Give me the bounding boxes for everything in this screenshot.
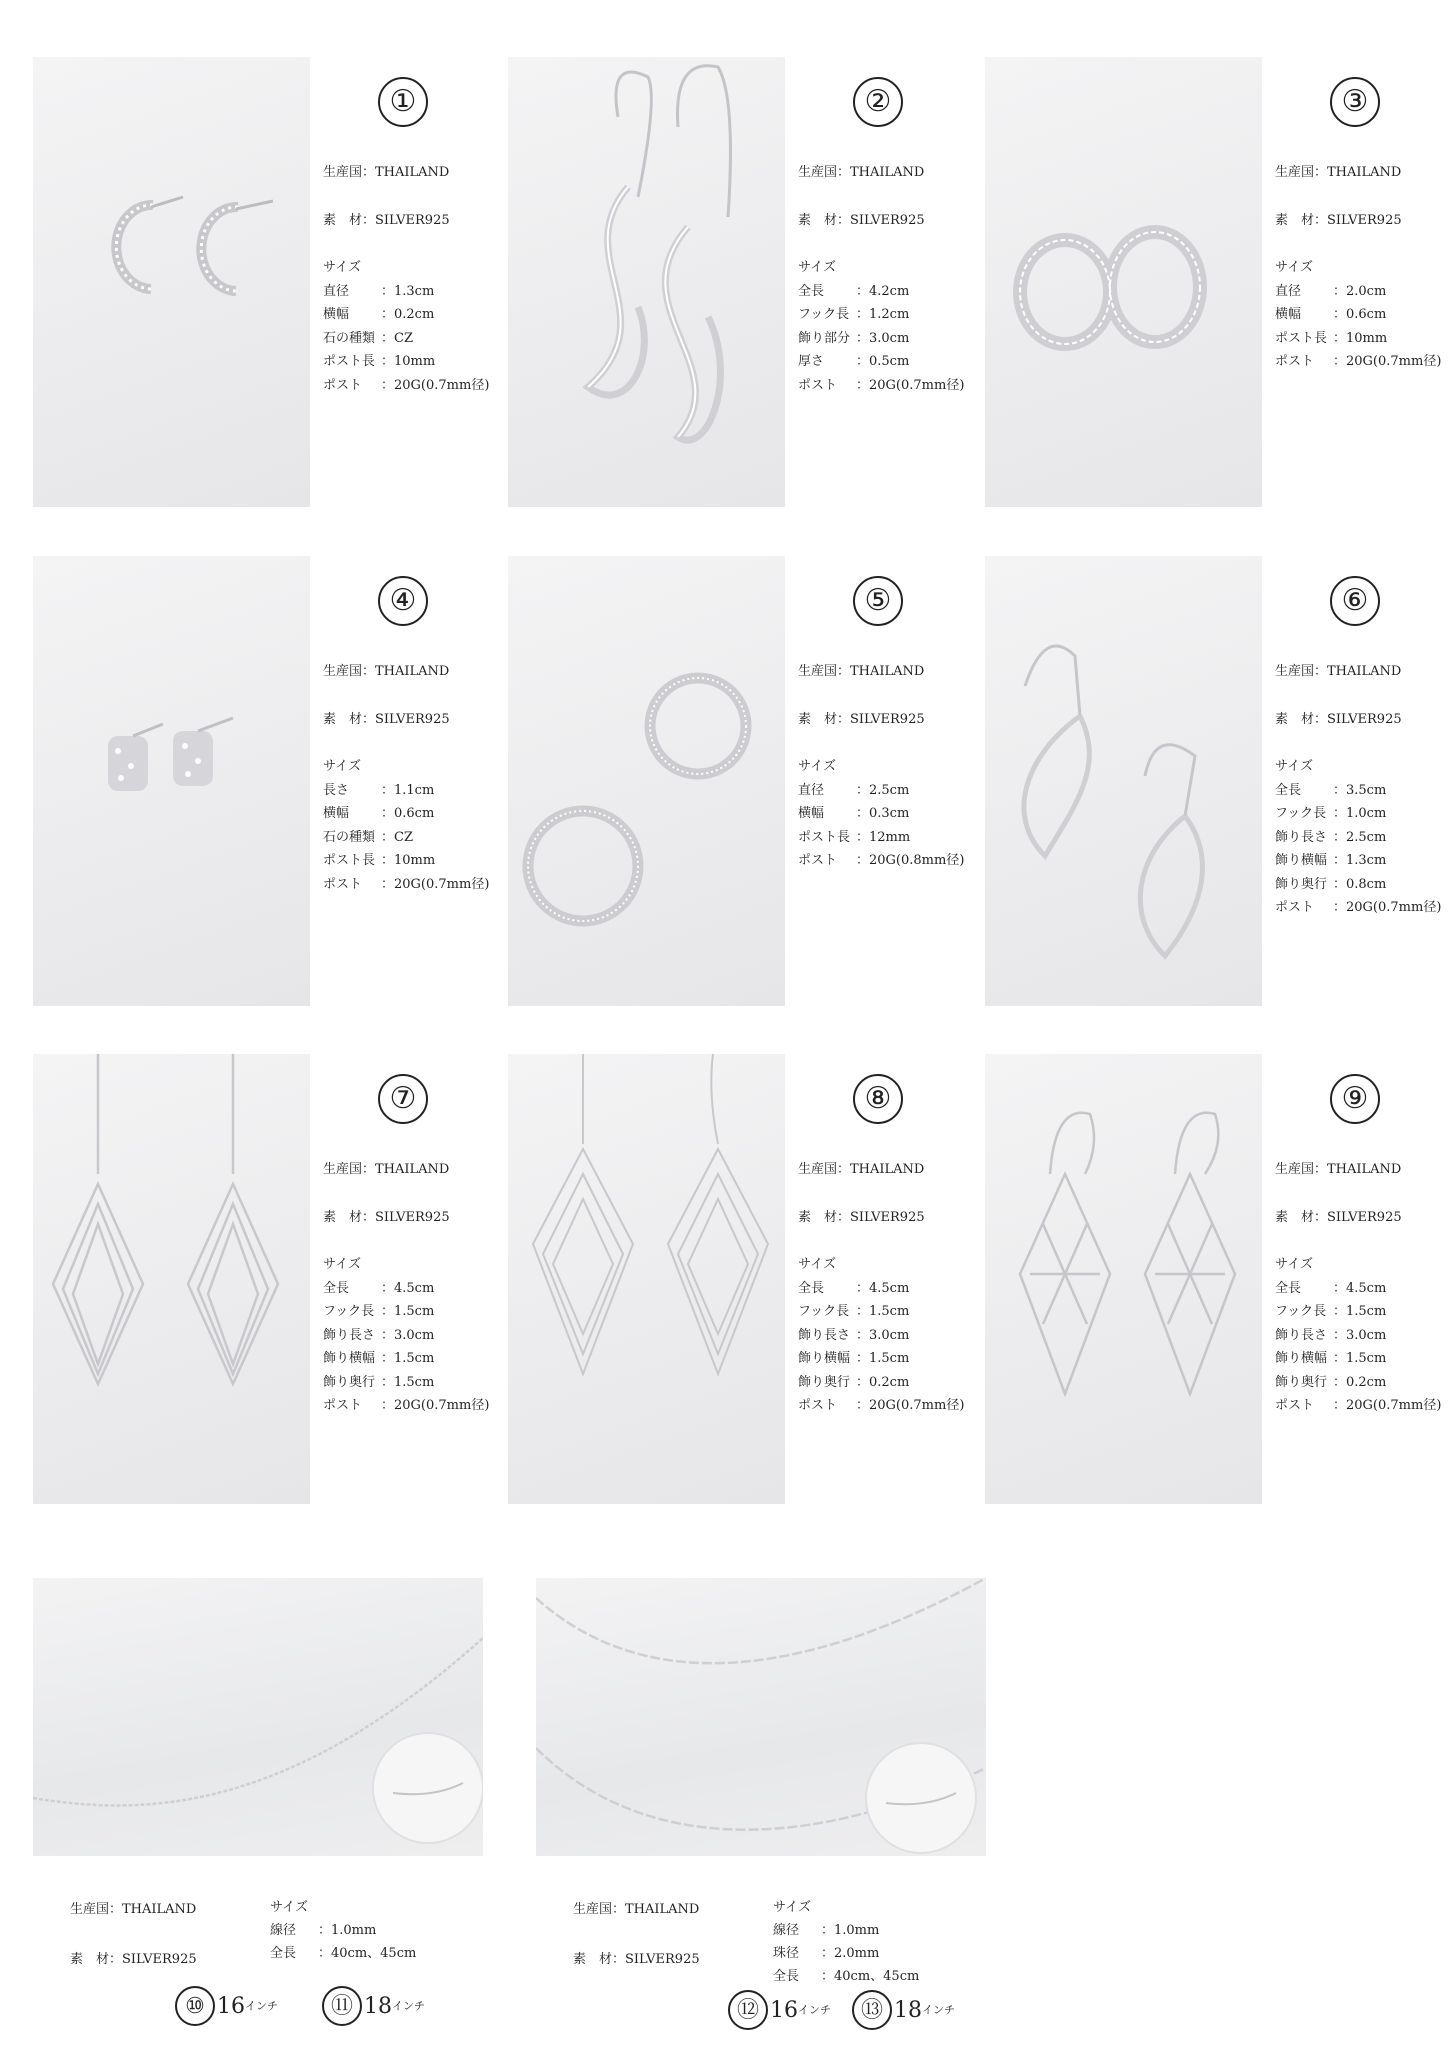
necklace-variant bbox=[175, 1986, 278, 2026]
variant-length: 16 bbox=[770, 1997, 798, 2023]
spec-row bbox=[798, 802, 964, 826]
spec-row bbox=[270, 1942, 416, 1965]
spec-value: ：40cm、45cm bbox=[318, 1946, 417, 1961]
spec-label: 飾り奥行 bbox=[1275, 876, 1328, 892]
material-text: 素 材：SILVER925 bbox=[323, 212, 450, 228]
spec-row bbox=[323, 374, 489, 398]
spec-label: 直径 bbox=[1275, 283, 1302, 299]
spec-row bbox=[323, 350, 489, 374]
product-photo-1 bbox=[33, 57, 310, 507]
size-heading: サイズ bbox=[798, 759, 836, 774]
size-heading: サイズ bbox=[323, 759, 361, 774]
size-heading: サイズ bbox=[323, 260, 361, 275]
spec-row bbox=[1275, 849, 1441, 873]
variant-number: ⑫ bbox=[728, 1990, 768, 2030]
variant-length: 18 bbox=[894, 1997, 922, 2023]
spec-label: ポスト長 bbox=[1275, 330, 1328, 346]
origin-text: 生産国：THAILAND bbox=[323, 165, 450, 180]
spec-value: ：0.2cm bbox=[1333, 1374, 1387, 1390]
size-heading: サイズ bbox=[773, 1900, 811, 1915]
spec-label: ポスト bbox=[323, 1398, 363, 1413]
spec-label: 全長 bbox=[1275, 782, 1302, 798]
variant-unit: インチ bbox=[245, 1999, 278, 2013]
product-photo-6 bbox=[985, 556, 1262, 1006]
variant-unit: インチ bbox=[922, 2003, 955, 2017]
spec-label: 石の種類 bbox=[323, 330, 376, 346]
necklace-specs bbox=[270, 1896, 416, 1965]
origin-text: 生産国：THAILAND bbox=[798, 165, 925, 180]
necklace-origin: 生産国：THAILAND bbox=[573, 1902, 700, 1917]
material-text: 素 材：SILVER925 bbox=[1275, 711, 1402, 727]
spec-label: 線径 bbox=[270, 1923, 297, 1938]
variant-unit: インチ bbox=[392, 1999, 425, 2013]
spec-value: ：3.0cm bbox=[1333, 1327, 1387, 1343]
mesh-hoop-earrings-image bbox=[985, 57, 1262, 507]
necklace-variant bbox=[322, 1986, 425, 2026]
spec-row bbox=[1275, 896, 1441, 920]
material-text: 素 材：SILVER925 bbox=[798, 212, 925, 228]
product-number: ② bbox=[853, 77, 903, 127]
material-text: 素 材：SILVER925 bbox=[798, 1209, 925, 1225]
spec-row bbox=[323, 873, 489, 897]
necklace-material: 素 材：SILVER925 bbox=[70, 1952, 197, 1967]
necklace-origin: 生産国：THAILAND bbox=[70, 1902, 197, 1917]
variant-number: ⑩ bbox=[175, 1986, 215, 2026]
product-info bbox=[323, 660, 489, 896]
spec-value: ：1.1cm bbox=[381, 782, 435, 798]
spec-value: ：20G(0.7mm径) bbox=[381, 377, 490, 393]
product-number: ④ bbox=[378, 576, 428, 626]
spec-label: 飾り横幅 bbox=[1275, 1351, 1328, 1366]
origin-text: 生産国：THAILAND bbox=[323, 664, 450, 679]
spec-label: ポスト bbox=[798, 1398, 838, 1413]
spec-row bbox=[323, 849, 489, 873]
layered-diamond-earrings-image bbox=[33, 1054, 310, 1504]
chain-necklace-image bbox=[33, 1578, 483, 1856]
material-text: 素 材：SILVER925 bbox=[1275, 1209, 1402, 1225]
spec-label: 全長 bbox=[270, 1946, 297, 1961]
spec-row bbox=[323, 802, 489, 826]
spec-value: ：3.0cm bbox=[856, 330, 910, 346]
spec-row bbox=[1275, 1394, 1441, 1418]
origin-text: 生産国：THAILAND bbox=[1275, 165, 1402, 180]
product-card-8 bbox=[508, 1054, 968, 1504]
spec-label: 横幅 bbox=[323, 307, 350, 322]
spec-value: ：2.0mm bbox=[821, 1946, 880, 1961]
size-heading: サイズ bbox=[1275, 260, 1313, 275]
spec-value: ：CZ bbox=[381, 330, 413, 346]
spec-value: ：CZ bbox=[381, 829, 413, 845]
spec-label: ポスト bbox=[323, 876, 363, 892]
spec-value: ：0.2cm bbox=[381, 307, 435, 322]
spec-value: ：0.5cm bbox=[856, 354, 910, 369]
spec-label: 飾り長さ bbox=[323, 1327, 376, 1343]
spec-label: 飾り横幅 bbox=[323, 1351, 376, 1366]
origin-text: 生産国：THAILAND bbox=[1275, 664, 1402, 679]
size-heading: サイズ bbox=[270, 1900, 308, 1915]
spec-row bbox=[798, 826, 964, 850]
spec-value: ：20G(0.7mm径) bbox=[381, 876, 490, 892]
product-number: ① bbox=[378, 77, 428, 127]
variant-unit: インチ bbox=[798, 2003, 831, 2017]
spec-value: ：0.6cm bbox=[1333, 307, 1387, 322]
twist-drop-earrings-image bbox=[508, 57, 785, 507]
necklace-variant bbox=[852, 1990, 955, 2030]
spec-label: ポスト bbox=[1275, 900, 1315, 915]
spec-row bbox=[1275, 802, 1441, 826]
product-number: ⑦ bbox=[378, 1074, 428, 1124]
spec-value: ：1.3cm bbox=[1333, 853, 1387, 868]
spec-label: ポスト長 bbox=[323, 354, 376, 369]
material-text: 素 材：SILVER925 bbox=[323, 711, 450, 727]
spec-value: ：1.2cm bbox=[856, 307, 910, 322]
spec-value: ：4.2cm bbox=[856, 283, 910, 299]
product-photo-4 bbox=[33, 556, 310, 1006]
spec-row bbox=[323, 826, 489, 850]
spec-label: 全長 bbox=[1275, 1280, 1302, 1296]
material-text: 素 材：SILVER925 bbox=[1275, 212, 1402, 228]
spec-label: 横幅 bbox=[1275, 307, 1302, 322]
product-card-9 bbox=[985, 1054, 1445, 1504]
size-heading: サイズ bbox=[1275, 759, 1313, 774]
spec-row bbox=[1275, 826, 1441, 850]
spec-row bbox=[798, 1324, 964, 1348]
spec-value: ：1.5cm bbox=[856, 1304, 910, 1319]
spec-row bbox=[798, 374, 964, 398]
product-photo-8 bbox=[508, 1054, 785, 1504]
spec-row bbox=[798, 1277, 964, 1301]
spec-value: ：1.5cm bbox=[381, 1374, 435, 1390]
spec-value: ：20G(0.7mm径) bbox=[1333, 900, 1442, 915]
spec-row bbox=[798, 1300, 964, 1324]
twisted-leaf-earrings-image bbox=[985, 556, 1262, 1006]
spec-label: 飾り奥行 bbox=[1275, 1374, 1328, 1390]
size-heading: サイズ bbox=[798, 260, 836, 275]
origin-text: 生産国：THAILAND bbox=[1275, 1162, 1402, 1177]
spec-value: ：2.5cm bbox=[856, 782, 910, 798]
origin-text: 生産国：THAILAND bbox=[798, 1162, 925, 1177]
spec-row bbox=[1275, 303, 1441, 327]
spec-value: ：10mm bbox=[1333, 330, 1388, 346]
variant-number: ⑬ bbox=[852, 1990, 892, 2030]
necklace-specs bbox=[773, 1896, 919, 1988]
spec-row bbox=[323, 1394, 489, 1418]
product-card-5 bbox=[508, 556, 968, 1006]
product-number: ⑧ bbox=[853, 1074, 903, 1124]
spec-value: ：20G(0.7mm径) bbox=[856, 377, 965, 393]
spec-value: ：20G(0.7mm径) bbox=[1333, 1398, 1442, 1413]
product-photo-5 bbox=[508, 556, 785, 1006]
spec-row bbox=[798, 327, 964, 351]
spec-row bbox=[773, 1942, 919, 1965]
spec-label: 横幅 bbox=[323, 806, 350, 821]
spec-value: ：40cm、45cm bbox=[821, 1969, 920, 1984]
spec-label: フック長 bbox=[798, 1304, 850, 1319]
spec-value: ：4.5cm bbox=[1333, 1280, 1387, 1296]
size-heading: サイズ bbox=[798, 1257, 836, 1272]
spec-value: ：0.6cm bbox=[381, 806, 435, 821]
spec-row bbox=[1275, 1300, 1441, 1324]
spec-value: ：1.0mm bbox=[821, 1923, 880, 1938]
product-info bbox=[1275, 660, 1441, 920]
spec-row bbox=[323, 327, 489, 351]
textured-hoop-earrings-image bbox=[508, 556, 785, 1006]
spec-value: ：2.5cm bbox=[1333, 829, 1387, 845]
product-info bbox=[1275, 161, 1441, 374]
size-heading: サイズ bbox=[323, 1257, 361, 1272]
spec-label: 石の種類 bbox=[323, 829, 376, 845]
spec-row bbox=[1275, 1324, 1441, 1348]
spec-label: ポスト長 bbox=[798, 829, 851, 845]
spec-row bbox=[798, 779, 964, 803]
product-number: ⑨ bbox=[1330, 1074, 1380, 1124]
spec-row bbox=[323, 779, 489, 803]
spec-label: フック長 bbox=[798, 307, 850, 322]
spec-value: ：1.5cm bbox=[1333, 1351, 1387, 1366]
spec-value: ：20G(0.8mm径) bbox=[856, 853, 965, 868]
spec-label: 厚さ bbox=[798, 354, 825, 369]
spec-value: ：4.5cm bbox=[381, 1280, 435, 1296]
product-number: ③ bbox=[1330, 77, 1380, 127]
spec-label: フック長 bbox=[1275, 806, 1327, 821]
spec-value: ：0.2cm bbox=[856, 1374, 910, 1390]
spec-label: ポスト bbox=[798, 853, 838, 868]
product-info bbox=[798, 161, 964, 397]
spec-label: 全長 bbox=[798, 1280, 825, 1296]
product-info bbox=[323, 1158, 489, 1418]
spec-row bbox=[1275, 779, 1441, 803]
necklace-material: 素 材：SILVER925 bbox=[573, 1952, 700, 1967]
spec-label: 飾り横幅 bbox=[798, 1351, 851, 1366]
size-heading: サイズ bbox=[1275, 1257, 1313, 1272]
spec-value: ：20G(0.7mm径) bbox=[856, 1398, 965, 1413]
spec-value: ：10mm bbox=[381, 354, 436, 369]
material-text: 素 材：SILVER925 bbox=[798, 711, 925, 727]
origin-text: 生産国：THAILAND bbox=[798, 664, 925, 679]
spec-value: ：1.0cm bbox=[1333, 806, 1387, 821]
spec-label: 飾り横幅 bbox=[1275, 853, 1328, 868]
lattice-diamond-earrings-image bbox=[985, 1054, 1262, 1504]
spec-row bbox=[773, 1965, 919, 1988]
product-info bbox=[798, 1158, 964, 1418]
spec-label: 横幅 bbox=[798, 806, 825, 821]
spec-row bbox=[323, 1300, 489, 1324]
spec-label: 線径 bbox=[773, 1923, 800, 1938]
product-info bbox=[323, 161, 489, 397]
spec-row bbox=[323, 280, 489, 304]
spec-value: ：1.5cm bbox=[856, 1351, 910, 1366]
spec-label: ポスト bbox=[1275, 354, 1315, 369]
spec-label: フック長 bbox=[1275, 1304, 1327, 1319]
spec-row bbox=[1275, 350, 1441, 374]
spec-label: 飾り奥行 bbox=[798, 1374, 851, 1390]
product-number: ⑤ bbox=[853, 576, 903, 626]
spec-value: ：1.5cm bbox=[1333, 1304, 1387, 1319]
spec-row bbox=[798, 1394, 964, 1418]
spec-label: ポスト bbox=[1275, 1398, 1315, 1413]
spec-value: ：12mm bbox=[856, 829, 911, 845]
product-card-7 bbox=[33, 1054, 493, 1504]
spec-label: ポスト長 bbox=[323, 853, 376, 868]
spec-label: 全長 bbox=[798, 283, 825, 299]
product-info bbox=[798, 660, 964, 873]
spec-row bbox=[1275, 1347, 1441, 1371]
spec-label: 飾り長さ bbox=[798, 1327, 851, 1343]
spec-row bbox=[323, 1277, 489, 1301]
spec-value: ：1.3cm bbox=[381, 283, 435, 299]
spec-label: 直径 bbox=[798, 782, 825, 798]
spec-value: ：1.5cm bbox=[381, 1351, 435, 1366]
spec-row bbox=[323, 1347, 489, 1371]
spec-row bbox=[798, 303, 964, 327]
material-text: 素 材：SILVER925 bbox=[323, 1209, 450, 1225]
spec-label: 全長 bbox=[323, 1280, 350, 1296]
spec-value: ：10mm bbox=[381, 853, 436, 868]
origin-text: 生産国：THAILAND bbox=[323, 1162, 450, 1177]
spec-label: ポスト bbox=[798, 377, 838, 393]
spec-row bbox=[1275, 327, 1441, 351]
product-card-6 bbox=[985, 556, 1445, 1006]
product-card-3 bbox=[985, 57, 1445, 507]
spec-row bbox=[1275, 1277, 1441, 1301]
spec-row bbox=[1275, 1371, 1441, 1395]
spec-row bbox=[798, 280, 964, 304]
spec-label: 珠径 bbox=[773, 1946, 800, 1961]
variant-length: 16 bbox=[217, 1993, 245, 2019]
spec-row bbox=[1275, 280, 1441, 304]
spec-label: 飾り長さ bbox=[1275, 829, 1328, 845]
spec-label: 全長 bbox=[773, 1969, 800, 1984]
spec-value: ：3.0cm bbox=[856, 1327, 910, 1343]
product-card-2 bbox=[508, 57, 968, 507]
variant-length: 18 bbox=[364, 1993, 392, 2019]
spec-value: ：20G(0.7mm径) bbox=[1333, 354, 1442, 369]
spec-value: ：0.3cm bbox=[856, 806, 910, 821]
spec-value: ：0.8cm bbox=[1333, 876, 1387, 892]
spec-row bbox=[798, 849, 964, 873]
cz-half-hoop-earrings-image bbox=[33, 556, 310, 1006]
spec-row bbox=[798, 1347, 964, 1371]
spec-label: 長さ bbox=[323, 782, 350, 798]
product-photo-2 bbox=[508, 57, 785, 507]
spec-value: ：1.0mm bbox=[318, 1923, 377, 1938]
spec-label: 飾り奥行 bbox=[323, 1374, 376, 1390]
spec-row bbox=[1275, 873, 1441, 897]
product-photo-7 bbox=[33, 1054, 310, 1504]
spec-value: ：3.0cm bbox=[381, 1327, 435, 1343]
spec-row bbox=[798, 1371, 964, 1395]
product-photo-9 bbox=[985, 1054, 1262, 1504]
spec-value: ：4.5cm bbox=[856, 1280, 910, 1296]
product-info bbox=[1275, 1158, 1441, 1418]
diamond-frame-earrings-image bbox=[508, 1054, 785, 1504]
product-card-4 bbox=[33, 556, 493, 1006]
spec-label: 直径 bbox=[323, 283, 350, 299]
necklace-photo-2 bbox=[536, 1578, 986, 1856]
spec-row bbox=[323, 303, 489, 327]
spec-label: フック長 bbox=[323, 1304, 375, 1319]
spec-row bbox=[270, 1919, 416, 1942]
necklace-photo-1 bbox=[33, 1578, 483, 1856]
product-card-1 bbox=[33, 57, 493, 507]
spec-value: ：1.5cm bbox=[381, 1304, 435, 1319]
necklace-variant bbox=[728, 1990, 831, 2030]
spec-value: ：3.5cm bbox=[1333, 782, 1387, 798]
spec-row bbox=[773, 1919, 919, 1942]
variant-number: ⑪ bbox=[322, 1986, 362, 2026]
spec-label: 飾り長さ bbox=[1275, 1327, 1328, 1343]
spec-row bbox=[323, 1324, 489, 1348]
spec-label: 飾り部分 bbox=[798, 330, 851, 346]
product-number: ⑥ bbox=[1330, 576, 1380, 626]
spec-value: ：20G(0.7mm径) bbox=[381, 1398, 490, 1413]
product-photo-3 bbox=[985, 57, 1262, 507]
spec-row bbox=[323, 1371, 489, 1395]
spec-value: ：2.0cm bbox=[1333, 283, 1387, 299]
spec-row bbox=[798, 350, 964, 374]
spec-label: ポスト bbox=[323, 377, 363, 393]
cz-half-hoop-earrings-image bbox=[33, 57, 310, 507]
ball-chain-necklace-image bbox=[536, 1578, 986, 1856]
